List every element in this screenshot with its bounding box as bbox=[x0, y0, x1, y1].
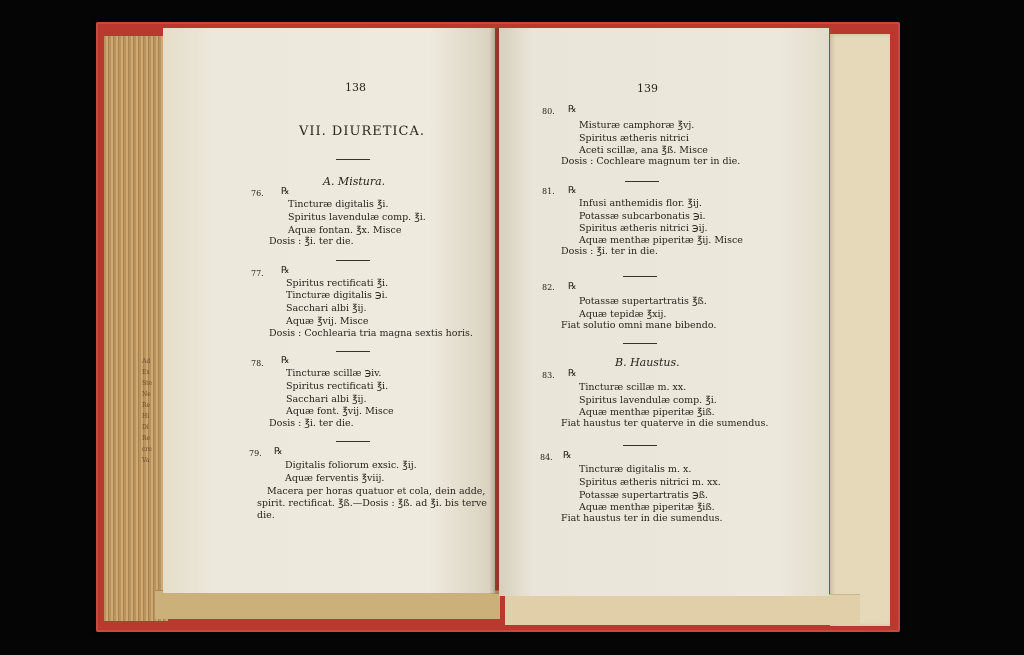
recipe-line: Potassæ supertartratis ℈ß. bbox=[579, 490, 708, 501]
recipe-number: 77. bbox=[251, 269, 264, 278]
recipe-line: Tincturæ digitalis ℈i. bbox=[286, 290, 388, 301]
recipe-line: Spiritus ætheris nitrici m. xx. bbox=[579, 477, 721, 488]
recipe-paragraph-line: spirit. rectificat. ℥ß.—Dosis : ℥ß. ad ℥i. bis terve bbox=[257, 498, 487, 509]
divider bbox=[623, 445, 657, 446]
rx-symbol: ℞ bbox=[563, 450, 572, 461]
recipe-line: Spiritus ætheris nitrici bbox=[579, 133, 689, 144]
rx-symbol: ℞ bbox=[568, 368, 577, 379]
recipe-line: Spiritus ætheris nitrici ℈ij. bbox=[579, 223, 708, 234]
recipe-line: Spiritus lavendulæ comp. ℥i. bbox=[579, 395, 717, 406]
divider bbox=[623, 343, 657, 344]
recipe-number: 76. bbox=[251, 189, 264, 198]
page-number: 138 bbox=[345, 81, 366, 94]
recipe-dosis: Fiat solutio omni mane bibendo. bbox=[561, 320, 717, 331]
page-block-bottom-left bbox=[155, 590, 500, 619]
recipe-line: Misturæ camphoræ ℥vj. bbox=[579, 120, 695, 131]
recipe-number: 82. bbox=[542, 283, 555, 292]
recipe-paragraph-line: Macera per horas quatuor et cola, dein adde, bbox=[267, 486, 486, 497]
recipe-line: Spiritus rectificati ℥i. bbox=[286, 381, 389, 392]
rx-symbol: ℞ bbox=[281, 355, 290, 366]
recipe-line: Aquæ fontan. ℥x. Misce bbox=[288, 225, 402, 236]
recipe-line: Aquæ menthæ piperitæ ℥iß. bbox=[579, 502, 715, 513]
recipe-line: Aquæ menthæ piperitæ ℥iß. bbox=[579, 407, 715, 418]
recipe-number: 84. bbox=[540, 453, 553, 462]
recipe-line: Tincturæ scillæ m. xx. bbox=[579, 382, 687, 393]
rx-symbol: ℞ bbox=[568, 104, 577, 115]
rx-symbol: ℞ bbox=[568, 281, 577, 292]
underlying-page-fragment: Ad Ex Ste Ne Re Hi Di Re cre Va bbox=[142, 358, 153, 464]
rx-symbol: ℞ bbox=[281, 265, 290, 276]
recipe-paragraph-line: die. bbox=[257, 510, 275, 521]
recipe-line: Sacchari albi ℥ij. bbox=[286, 303, 367, 314]
recipe-number: 80. bbox=[542, 107, 555, 116]
right-page bbox=[499, 28, 829, 596]
divider bbox=[336, 159, 370, 160]
section-title: VII. DIURETICA. bbox=[299, 124, 425, 139]
recipe-line: Sacchari albi ℥ij. bbox=[286, 394, 367, 405]
divider bbox=[336, 351, 370, 352]
page-edges bbox=[104, 36, 168, 621]
recipe-line: Infusi anthemidis flor. ℥ij. bbox=[579, 198, 702, 209]
back-board bbox=[830, 34, 890, 626]
recipe-line: Tincturæ digitalis ℥i. bbox=[288, 199, 389, 210]
recipe-number: 78. bbox=[251, 359, 264, 368]
recipe-line: Aquæ ℥vij. Misce bbox=[286, 316, 369, 327]
recipe-line: Potassæ supertartratis ℥ß. bbox=[579, 296, 707, 307]
recipe-line: Spiritus lavendulæ comp. ℥i. bbox=[288, 212, 426, 223]
divider bbox=[623, 276, 657, 277]
recipe-line: Tincturæ scillæ ℈iv. bbox=[286, 368, 382, 379]
subsection-title: A. Mistura. bbox=[323, 175, 386, 188]
recipe-line: Aquæ font. ℥vij. Misce bbox=[286, 406, 394, 417]
recipe-line: Spiritus rectificati ℥i. bbox=[286, 278, 389, 289]
recipe-number: 83. bbox=[542, 371, 555, 380]
recipe-line: Potassæ subcarbonatis ℈i. bbox=[579, 211, 706, 222]
left-page bbox=[163, 28, 495, 593]
recipe-number: 81. bbox=[542, 187, 555, 196]
recipe-line: Aquæ menthæ piperitæ ℥ij. Misce bbox=[579, 235, 743, 246]
recipe-line: Aceti scillæ, ana ℥ß. Misce bbox=[579, 145, 708, 156]
subsection-title: B. Haustus. bbox=[615, 356, 680, 369]
recipe-line: Aquæ tepidæ ℥xij. bbox=[579, 309, 667, 320]
rx-symbol: ℞ bbox=[274, 446, 283, 457]
recipe-line: Tincturæ digitalis m. x. bbox=[579, 464, 692, 475]
recipe-dosis: Dosis : ℥i. ter in die. bbox=[561, 246, 658, 257]
recipe-line: Aquæ ferventis ℥viij. bbox=[285, 473, 385, 484]
recipe-dosis: Dosis : Cochleare magnum ter in die. bbox=[561, 156, 741, 167]
rx-symbol: ℞ bbox=[568, 185, 577, 196]
recipe-number: 79. bbox=[249, 449, 262, 458]
page-number: 139 bbox=[637, 82, 658, 95]
recipe-dosis: Fiat haustus ter quaterve in die sumendus. bbox=[561, 418, 769, 429]
divider bbox=[336, 441, 370, 442]
recipe-dosis: Dosis : ℥i. ter die. bbox=[269, 418, 354, 429]
recipe-dosis: Dosis : ℥i. ter die. bbox=[269, 236, 354, 247]
recipe-line: Digitalis foliorum exsic. ℥ij. bbox=[285, 460, 417, 471]
page-block-bottom-right bbox=[505, 594, 860, 625]
recipe-dosis: Fiat haustus ter in die sumendus. bbox=[561, 513, 723, 524]
rx-symbol: ℞ bbox=[281, 186, 290, 197]
divider bbox=[336, 260, 370, 261]
divider bbox=[625, 181, 659, 182]
recipe-dosis: Dosis : Cochlearia tria magna sextis horis. bbox=[269, 328, 473, 339]
